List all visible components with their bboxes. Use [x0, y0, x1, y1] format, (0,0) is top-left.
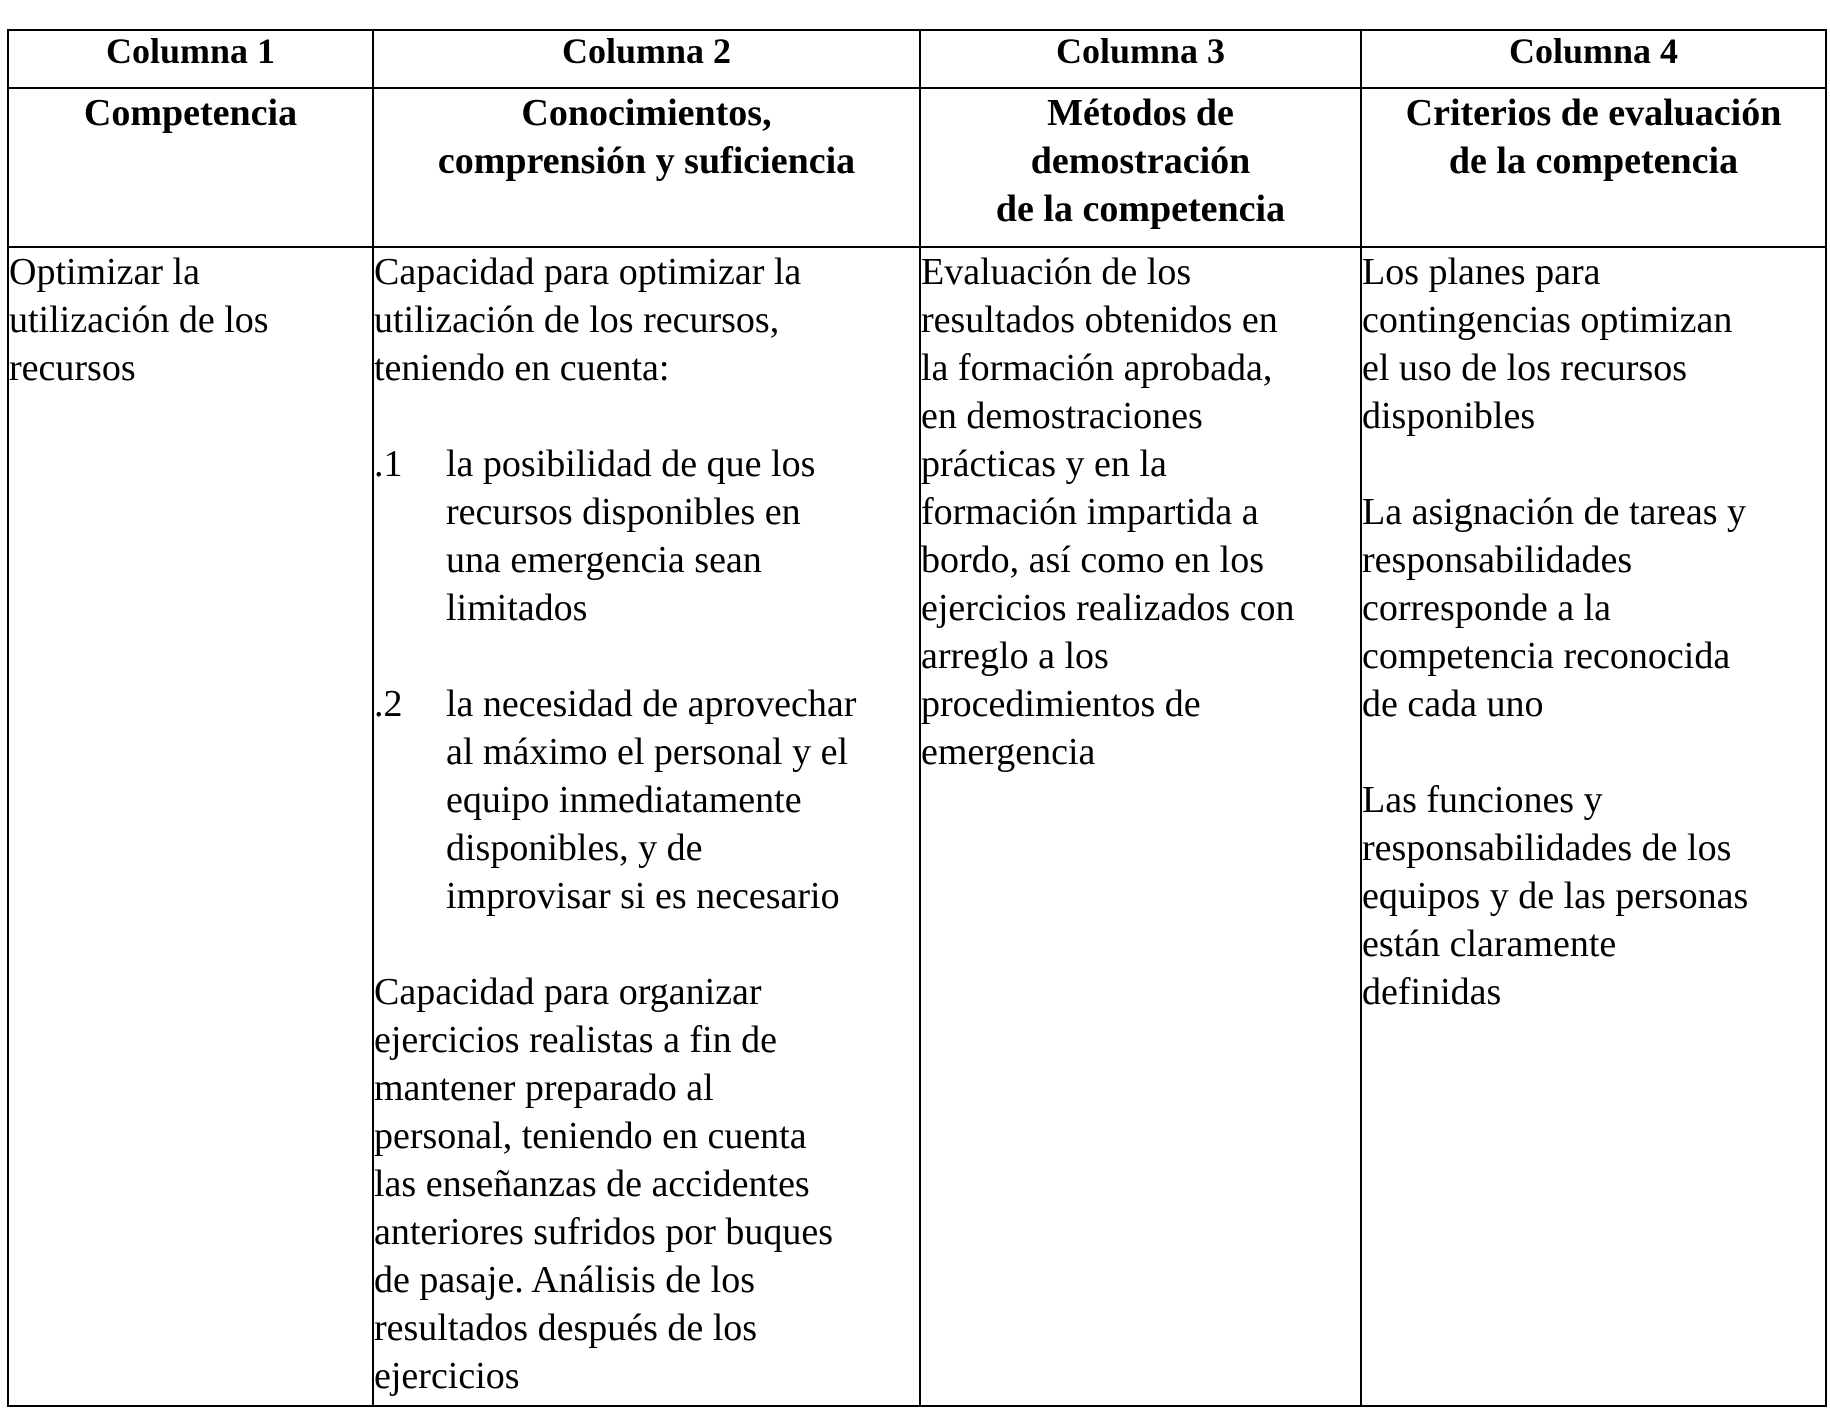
item-number: .1: [374, 443, 403, 485]
text-line: definidas: [1362, 971, 1502, 1013]
column-title-line: Competencia: [83, 92, 298, 134]
cell-criterios: [1361, 247, 1826, 1406]
text-line: arreglo a los: [921, 635, 1109, 677]
text-line: el uso de los recursos: [1362, 347, 1688, 389]
column-title-line: de la competencia: [995, 188, 1286, 230]
text-line: Capacidad para organizar: [374, 971, 762, 1013]
text-line: utilización de los recursos,: [374, 299, 780, 341]
column-number-2: Columna 2: [373, 30, 920, 88]
column-title-line: Criterios de evaluación: [1405, 92, 1782, 134]
column-title-conocimientos: [373, 88, 920, 247]
text-line: limitados: [446, 587, 588, 629]
text-line: Optimizar la: [9, 251, 200, 293]
column-title-line: comprensión y suficiencia: [437, 140, 856, 182]
text-line: personal, teniendo en cuenta: [374, 1115, 807, 1157]
text-line: anteriores sufridos por buques: [374, 1211, 834, 1253]
text-line: recursos disponibles en: [446, 491, 801, 533]
text-line: mantener preparado al: [374, 1067, 714, 1109]
text-line: la formación aprobada,: [921, 347, 1273, 389]
text-line: las enseñanzas de accidentes: [374, 1163, 810, 1205]
column-title-line: de la competencia: [1448, 140, 1739, 182]
knowledge-closing: [374, 968, 919, 1400]
item-text: [446, 680, 919, 920]
text-line: recursos: [9, 347, 136, 389]
text-line: Las funciones y: [1362, 779, 1603, 821]
item-text: [446, 440, 919, 632]
column-number-1: Columna 1: [8, 30, 373, 88]
column-title-competencia: [8, 88, 373, 247]
text-line: responsabilidades: [1362, 539, 1633, 581]
knowledge-item-1: [374, 440, 919, 632]
text-line: ejercicios realistas a fin de: [374, 1019, 778, 1061]
text-line: Los planes para: [1362, 251, 1601, 293]
text-line: improvisar si es necesario: [446, 875, 840, 917]
text-line: en demostraciones: [921, 395, 1203, 437]
text-line: Evaluación de los: [921, 251, 1192, 293]
cell-metodos: [920, 247, 1361, 1406]
column-title-metodos: [920, 88, 1361, 247]
text-line: disponibles: [1362, 395, 1536, 437]
text-line: teniendo en cuenta:: [374, 347, 670, 389]
methods-text: [921, 248, 1360, 776]
column-title-line: demostración: [1030, 140, 1251, 182]
text-line: la posibilidad de que los: [446, 443, 816, 485]
competence-text: [9, 248, 372, 392]
column-number-3: Columna 3: [920, 30, 1361, 88]
text-line: competencia reconocida: [1362, 635, 1731, 677]
criteria-paragraph-2: [1362, 488, 1825, 728]
text-line: resultados después de los: [374, 1307, 758, 1349]
text-line: responsabilidades de los: [1362, 827, 1732, 869]
text-line: bordo, así como en los: [921, 539, 1265, 581]
text-line: formación impartida a: [921, 491, 1259, 533]
text-line: corresponde a la: [1362, 587, 1611, 629]
column-title-row: [8, 88, 1826, 247]
criteria-paragraph-1: [1362, 248, 1825, 440]
column-number-4: Columna 4: [1361, 30, 1826, 88]
cell-competencia: [8, 247, 373, 1406]
text-line: una emergencia sean: [446, 539, 762, 581]
text-line: al máximo el personal y el: [446, 731, 849, 773]
text-line: resultados obtenidos en: [921, 299, 1278, 341]
text-line: La asignación de tareas y: [1362, 491, 1747, 533]
content-row: [8, 247, 1826, 1406]
column-number-row: [8, 30, 1826, 88]
knowledge-intro: [374, 248, 919, 392]
text-line: utilización de los: [9, 299, 269, 341]
text-line: emergencia: [921, 731, 1096, 773]
text-line: procedimientos de: [921, 683, 1201, 725]
text-line: equipos y de las personas: [1362, 875, 1749, 917]
text-line: la necesidad de aprovechar: [446, 683, 857, 725]
text-line: prácticas y en la: [921, 443, 1167, 485]
text-line: ejercicios realizados con: [921, 587, 1295, 629]
column-title-line: Métodos de: [1047, 92, 1234, 134]
item-number: .2: [374, 683, 403, 725]
cell-conocimientos: [373, 247, 920, 1406]
competence-table: [7, 29, 1827, 1407]
column-title-line: Conocimientos,: [521, 92, 772, 134]
text-line: ejercicios: [374, 1355, 520, 1397]
text-line: están claramente: [1362, 923, 1617, 965]
text-line: de pasaje. Análisis de los: [374, 1259, 755, 1301]
text-line: de cada uno: [1362, 683, 1544, 725]
text-line: disponibles, y de: [446, 827, 703, 869]
text-line: contingencias optimizan: [1362, 299, 1733, 341]
text-line: Capacidad para optimizar la: [374, 251, 802, 293]
criteria-paragraph-3: [1362, 776, 1825, 1016]
text-line: equipo inmediatamente: [446, 779, 802, 821]
knowledge-item-2: [374, 680, 919, 920]
column-title-criterios: [1361, 88, 1826, 247]
